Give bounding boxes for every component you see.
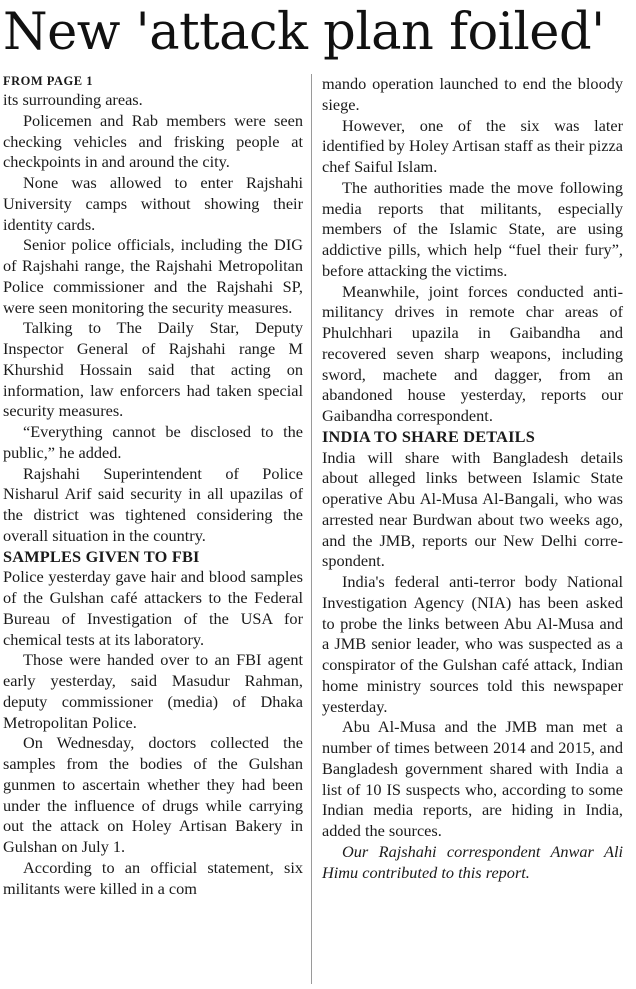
article-paragraph: On Wednesday, doctors collected the samples from the bodies of the Gulshan gunmen to ascertain whether they had been under the influence of drugs while carrying out the attack on Holey Artisan Bakery in Gulshan on July 1. xyxy=(3,733,303,856)
article-paragraph: mando operation launched to end the bloody siege. xyxy=(322,74,623,114)
left-column xyxy=(3,74,303,899)
continuation-kicker: FROM PAGE 1 xyxy=(3,74,93,88)
left-paragraphs xyxy=(3,90,303,547)
article-paragraph: Policemen and Rab members were seen checking vehicles and frisking people at checkpoints in and around the city. xyxy=(3,110,303,172)
article-paragraph: Meanwhile, joint forces conducted anti-militancy drives in remote char areas of Phulchhari upazila in Gaibandha and recovered seven sharp weapons, including sword, machete and dagger, from an abandoned house yesterday, reports our Gaibandha correspondent. xyxy=(322,281,623,425)
article-paragraph: Rajshahi Superintendent of Police Nisharul Arif said security in all upazilas of the district was tightened considering the overall situation in the country. xyxy=(3,463,303,545)
india-paragraphs xyxy=(322,448,623,842)
article-paragraph: None was allowed to enter Rajshahi University camps without showing their identity cards. xyxy=(3,173,303,234)
right-paragraphs xyxy=(322,74,623,427)
fbi-paragraphs xyxy=(3,567,303,899)
article-paragraph: India will share with Bangladesh details about alleged links between Islamic State operative Abu Al-Musa Al-Bangali, who was arrested near Burdwan about two weeks ago, and the JMB, reports our New Delhi correspondent. xyxy=(322,447,623,571)
column-divider xyxy=(311,74,312,984)
article-paragraph: its surrounding areas. xyxy=(3,90,143,109)
article-paragraph: Those were handed over to an FBI agent early yesterday, said Masudur Rahman, deputy commissioner (media) of Dhaka Metropolitan Police. xyxy=(3,650,303,732)
article-paragraph: However, one of the six was later identified by Holey Artisan staff as their pizza chef Saiful Islam. xyxy=(322,115,623,176)
article-paragraph: India's federal anti-terror body National Investigation Agency (NIA) has been asked to probe the links between Abu Al-Musa and a JMB senior leader, who was suspected as a conspirator of the Gulshan café attack, Indian home ministry sources told this newspaper yesterday. xyxy=(322,572,623,716)
article-paragraph: “Everything cannot be disclosed to the public,” he added. xyxy=(3,422,303,462)
subhead-india-share: INDIA TO SHARE DETAILS xyxy=(322,426,535,446)
article-paragraph: Police yesterday gave hair and blood samples of the Gulshan café attackers to the Federal Bureau of Investigation of the USA for chemical tests at its laboratory. xyxy=(3,567,303,649)
article-paragraph: The authorities made the move following media reports that militants, especially members of the Islamic State, are using addictive pills, which help “fuel their fury”, before attacking the victims. xyxy=(322,177,623,280)
right-column xyxy=(322,74,623,883)
article-paragraph: According to an official statement, six militants were killed in a com xyxy=(3,857,303,898)
contributor-credit: Our Rajshahi correspondent Anwar Ali Himu contributed to this report. xyxy=(322,841,623,882)
subhead-samples-fbi: SAMPLES GIVEN TO FBI xyxy=(3,546,200,566)
article-paragraph: Abu Al-Musa and the JMB man met a number of times between 2014 and 2015, and Bangladesh government shared with India a list of 10 IS suspects who, according to some Indian media reports, are hiding in India, added the sources. xyxy=(322,717,623,840)
article-paragraph: Talking to The Daily Star, Deputy Inspector General of Rajshahi range M Khurshid Hossain said that acting on information, law enforcers had taken special security measures. xyxy=(3,318,303,421)
article-paragraph: Senior police officials, including the DIG of Rajshahi range, the Rajshahi Metropolitan Police commissioner and the Rajshahi SP, were seen monitoring the security measures. xyxy=(3,235,303,317)
headline: New 'attack plan foiled' xyxy=(3,3,605,62)
